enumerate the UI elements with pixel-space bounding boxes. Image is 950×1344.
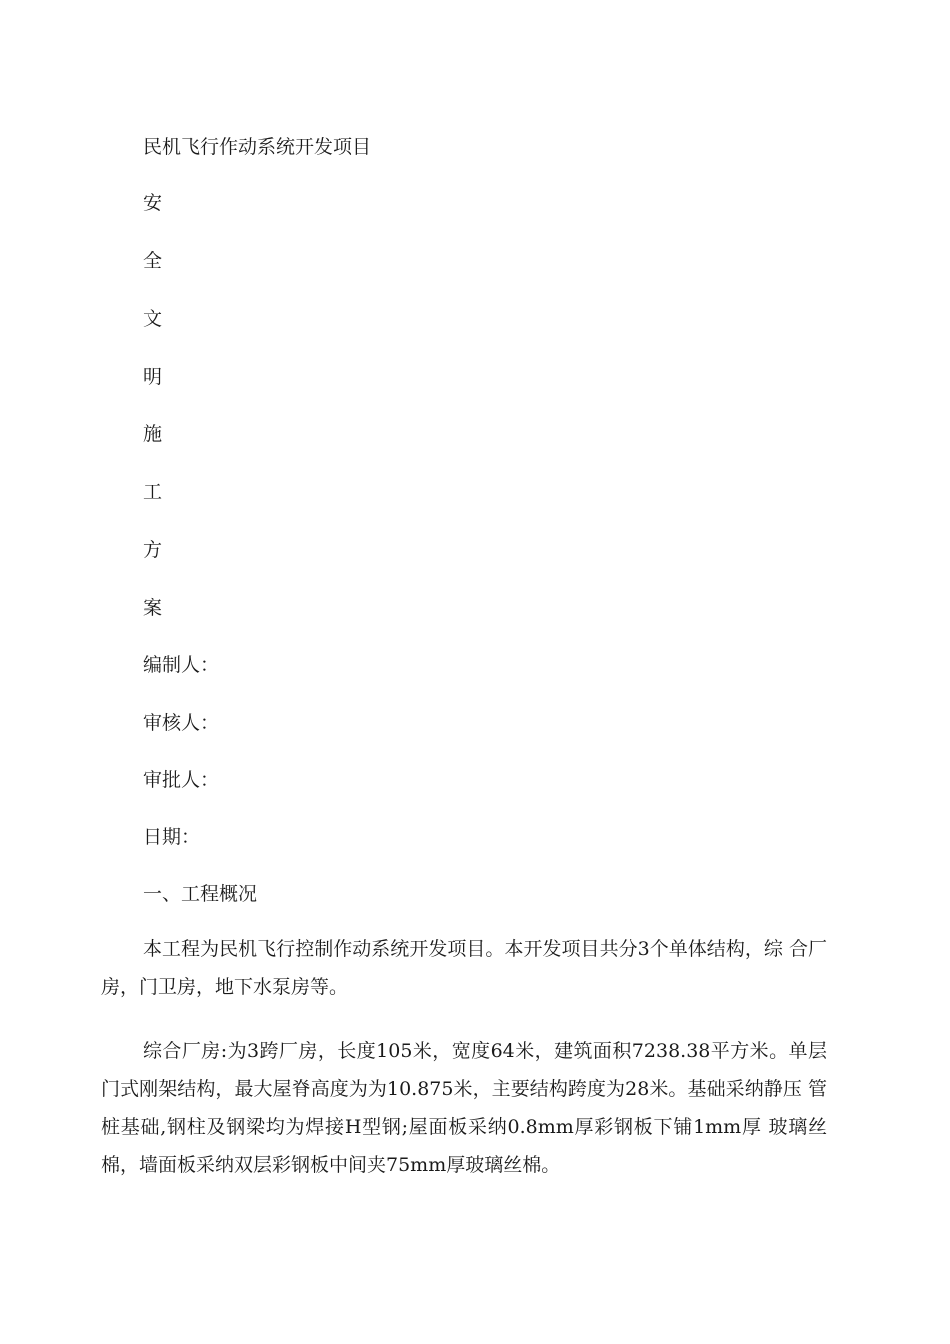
paragraph-factory: 综合厂房:为3跨厂房，长度105米，宽度64米，建筑面积7238.38平方米。单层门式刚架结构，最大屋脊高度为为10.875米，主要结构跨度为28米。基础采纳静压 管桩基础,钢柱及钢梁均为焊接H型钢;屋面板采纳0.8mm厚彩钢板下铺1mm厚 玻璃丝棉，墙面板采纳双层彩钢板中间夹75mm厚玻璃丝棉。 <box>101 1040 827 1176</box>
plan-title-char-5: 施 <box>143 423 163 445</box>
date-label: 日期： <box>143 826 201 848</box>
compiler-label: 编制人： <box>143 654 220 676</box>
plan-title-char-2: 全 <box>143 250 163 272</box>
plan-title-char-8: 案 <box>143 597 163 619</box>
plan-title-char-4: 明 <box>143 366 163 388</box>
project-title: 民机飞行作动系统开发项目 <box>143 136 372 158</box>
plan-title-char-3: 文 <box>143 308 163 330</box>
plan-title-char-1: 安 <box>143 192 163 214</box>
plan-title-char-7: 方 <box>143 539 163 561</box>
section-heading: 一、工程概况 <box>143 883 258 905</box>
reviewer-label: 审核人： <box>143 712 220 734</box>
approver-label: 审批人： <box>143 769 220 791</box>
paragraph-overview: 本工程为民机飞行控制作动系统开发项目。本开发项目共分3个单体结构，综 合厂房，门卫房，地下水泵房等。 <box>101 938 827 998</box>
plan-title-char-6: 工 <box>143 481 163 503</box>
